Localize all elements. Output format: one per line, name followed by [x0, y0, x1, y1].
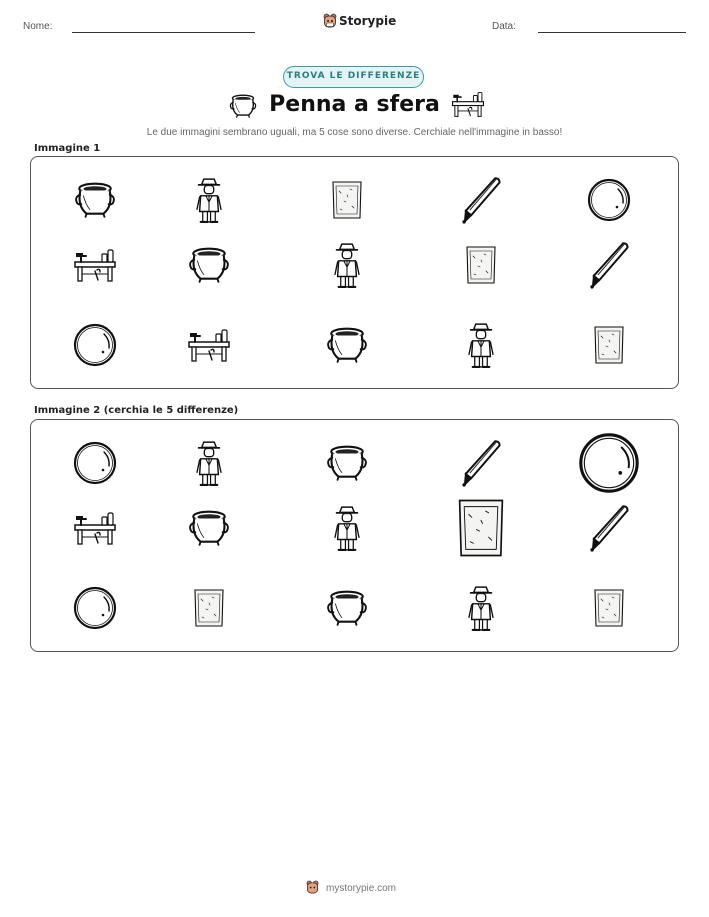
pot-icon: [190, 249, 228, 282]
workbench-icon: [189, 330, 229, 361]
pen-icon[interactable]: [590, 506, 627, 551]
date-label: Data:: [492, 21, 516, 32]
panel2-label: Immagine 2 (cerchia le 5 differenze): [34, 405, 239, 416]
activity-badge: TROVA LE DIFFERENZE: [283, 66, 424, 88]
detective-icon: [335, 244, 359, 287]
pen-icon: [462, 178, 499, 223]
pot-icon[interactable]: [328, 447, 366, 480]
pot-icon: [76, 184, 114, 217]
pot-icon[interactable]: [190, 512, 228, 545]
storypie-logo-icon: [323, 13, 337, 29]
workbench-icon[interactable]: [75, 513, 115, 544]
brand-logo: [323, 13, 337, 33]
pot-icon: [328, 329, 366, 362]
detective-icon: [469, 324, 493, 367]
pen-icon: [590, 243, 627, 288]
name-field[interactable]: [72, 32, 255, 33]
name-label: Nome:: [23, 21, 53, 32]
pen-icon[interactable]: [462, 441, 499, 486]
panel1-label: Immagine 1: [34, 143, 101, 154]
storypie-footer-icon: [306, 880, 319, 895]
detective-icon: [197, 179, 221, 222]
footer-url[interactable]: mystorypie.com: [326, 883, 397, 894]
paper-icon: [467, 247, 495, 283]
paper-icon[interactable]: [595, 590, 623, 626]
date-field[interactable]: [538, 32, 686, 33]
instructions: Le due immagini sembrano uguali, ma 5 cose sono diverse. Cerchiale nell'immagine in basso!: [146, 127, 563, 138]
workbench-icon: [75, 250, 115, 281]
panel1-drawing: [31, 157, 680, 390]
paper-icon: [595, 327, 623, 363]
detective-icon[interactable]: [197, 442, 221, 485]
ball-icon[interactable]: [75, 588, 115, 628]
paper-icon[interactable]: [460, 501, 503, 556]
footer-logo: [306, 880, 319, 899]
paper-icon[interactable]: [195, 590, 223, 626]
paper-icon: [333, 182, 361, 218]
detective-icon[interactable]: [335, 507, 359, 550]
ball-icon: [75, 325, 115, 365]
detective-icon[interactable]: [469, 587, 493, 630]
ball-icon[interactable]: [75, 443, 115, 483]
ball-icon: [589, 180, 629, 220]
panel2-drawing[interactable]: [31, 420, 680, 653]
title-workbench-icon: [451, 90, 485, 122]
picture-panel-1: [30, 156, 679, 389]
pot-icon[interactable]: [328, 592, 366, 625]
brand-name: Storypie: [339, 14, 397, 28]
picture-panel-2: [30, 419, 679, 652]
page-title: Penna a sfera: [269, 92, 440, 117]
ball-icon[interactable]: [581, 435, 637, 491]
